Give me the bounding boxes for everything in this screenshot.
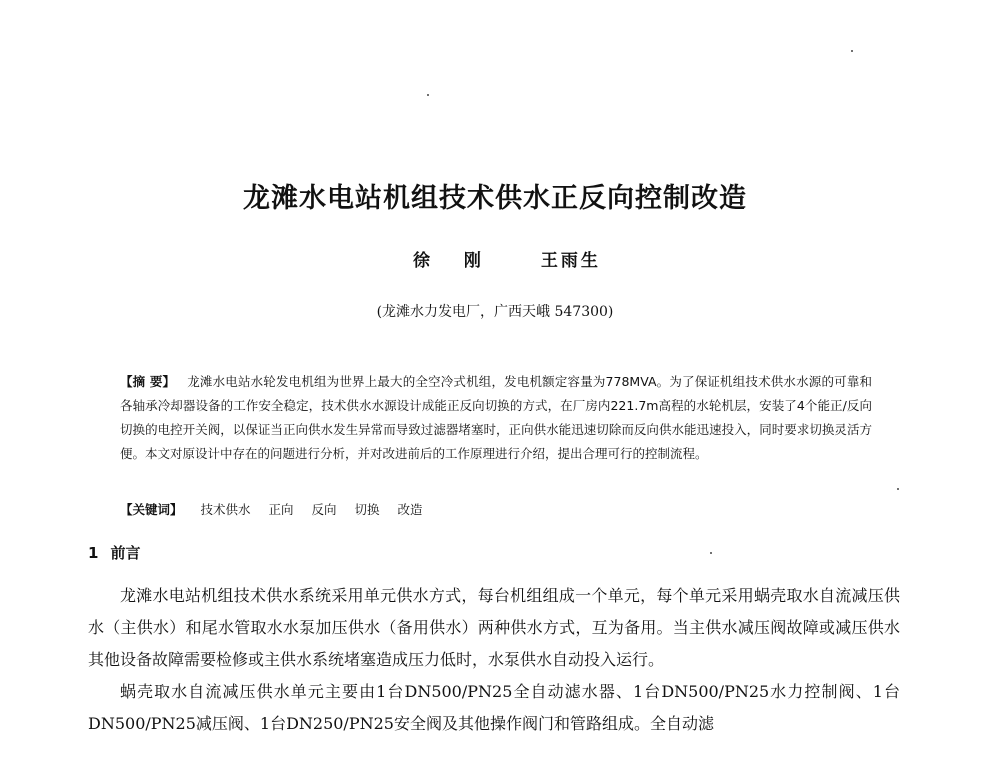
- keywords: [120, 500, 872, 518]
- scan-speck: [710, 552, 712, 554]
- keywords-label: 【关键词】: [120, 502, 183, 517]
- paragraph: 蜗壳取水自流减压供水单元主要由1台DN500/PN25全自动滤水器、1台DN500/PN25水力控制阀、1台DN500/PN25减压阀、1台DN250/PN25安全阀及其他操作阀门和管路组成。全自动滤: [88, 682, 900, 733]
- abstract: [120, 370, 872, 466]
- keyword: 反向: [311, 502, 337, 517]
- paper-title: 龙滩水电站机组技术供水正反向控制改造: [243, 183, 747, 214]
- author-name: 王雨生: [540, 251, 601, 271]
- keyword: 切换: [354, 502, 380, 517]
- keyword: 技术供水: [200, 502, 251, 517]
- scan-speck: [897, 488, 899, 490]
- body-text: [88, 580, 900, 740]
- paragraph: 龙滩水电站机组技术供水系统采用单元供水方式，每台机组组成一个单元，每个单元采用蜗壳取水自流减压供水（主供水）和尾水管取水水泵加压供水（备用供水）两种供水方式，互为备用。当主供水减压阀故障或减压供水其他设备故障需要检修或主供水系统堵塞造成压力低时，水泵供水自动投入运行。: [88, 586, 900, 669]
- section-title: 前言: [110, 544, 141, 562]
- abstract-text: 龙滩水电站水轮发电机组为世界上最大的全空冷式机组，发电机额定容量为778MVA。为了保证机组技术供水水源的可靠和各轴承冷却器设备的工作安全稳定，技术供水水源设计成能正反向切换的方式，在厂房内221.7m高程的水轮机层，安装了4个能正/反向切换的电控开关阀，以保证当正向供水发生异常而导致过滤器堵塞时，正向供水能迅速切除而反向供水能迅速投入，同时要求切换灵活方便。本文对原设计中存在的问题进行分析，并对改进前后的工作原理进行介绍，提出合理可行的控制流程。: [120, 374, 872, 461]
- section-number: 1: [88, 544, 99, 562]
- scan-speck: [851, 50, 853, 52]
- author-affiliation: (龙滩水力发电厂，广西天峨 547300): [376, 304, 614, 320]
- scan-speck: [427, 94, 429, 96]
- keyword: 正向: [268, 502, 294, 517]
- keyword: 改造: [397, 502, 423, 517]
- section-heading: [88, 542, 140, 563]
- author-name: 徐 刚: [413, 251, 495, 271]
- abstract-label: 【摘 要】: [120, 374, 176, 389]
- author-list: [413, 246, 601, 271]
